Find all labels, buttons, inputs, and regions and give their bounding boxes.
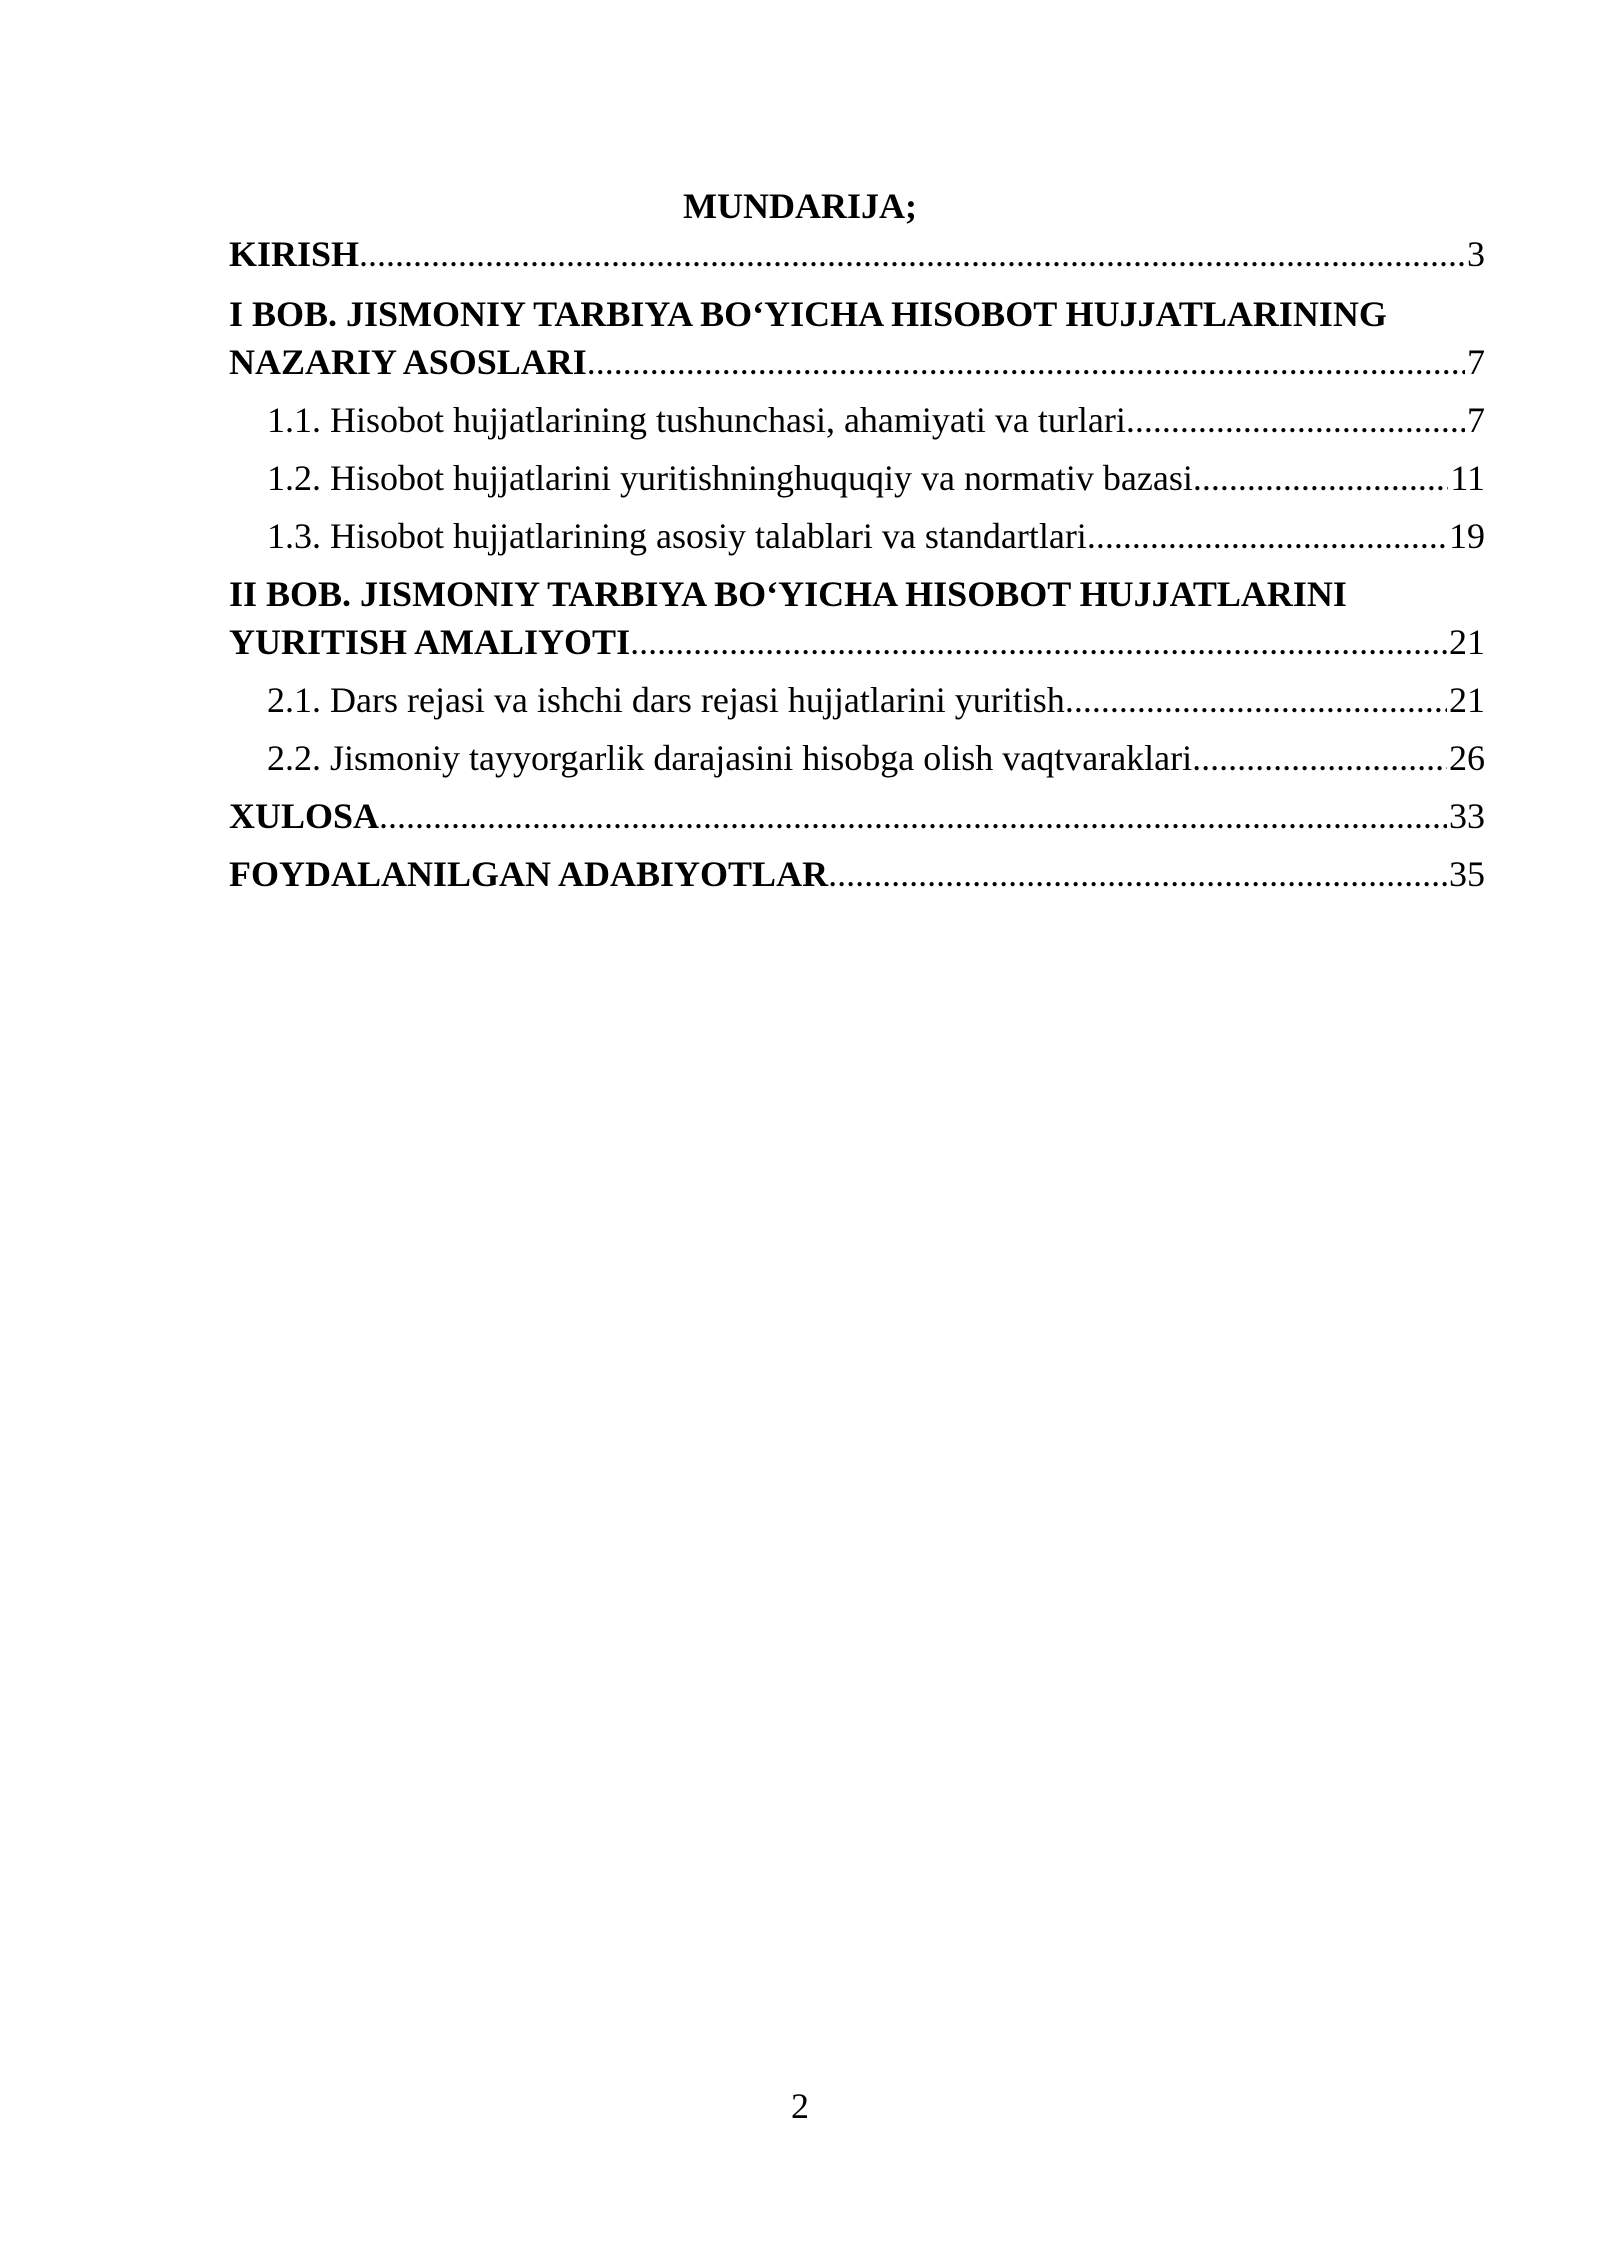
toc-entry-kirish[interactable] (229, 230, 1485, 278)
toc-page-number: 21 (1449, 680, 1485, 720)
dot-leader (630, 618, 1447, 666)
toc-entry-label: 1.1. Hisobot hujjatlarining tushunchasi, ahamiyati va turlari (267, 400, 1126, 440)
toc-entry-label: FOYDALANILGAN ADABIYOTLAR (229, 854, 829, 894)
dot-leader (359, 230, 1465, 278)
chapter-1-title-line2-entry (229, 338, 1485, 386)
toc-section-1-1[interactable] (229, 396, 1485, 444)
toc-page-number: 11 (1450, 458, 1485, 498)
toc-section-1-2[interactable] (229, 454, 1485, 502)
toc-page-number: 33 (1449, 796, 1485, 836)
dot-leader (1193, 454, 1448, 502)
chapter-2-title-line2-entry (229, 618, 1485, 666)
toc-section-1-3[interactable] (229, 512, 1485, 560)
toc-page-number: 7 (1467, 342, 1485, 382)
dot-leader (587, 338, 1465, 386)
toc-chapter-2[interactable] (229, 570, 1485, 666)
page-number: 2 (791, 2086, 809, 2126)
toc-section-2-2[interactable] (229, 734, 1485, 782)
dot-leader (1192, 734, 1447, 782)
toc-entry-label: XULOSA (229, 796, 380, 836)
toc-entry-label: 2.1. Dars rejasi va ishchi dars rejasi hujjatlarini yuritish (267, 680, 1065, 720)
dot-leader (1065, 676, 1447, 724)
table-of-contents (229, 230, 1485, 898)
toc-entry-label: 1.2. Hisobot hujjatlarini yuritishninghuquqiy va normativ bazasi (267, 458, 1193, 498)
chapter-2-title-line2: YURITISH AMALIYOTI (229, 622, 631, 662)
page-title: MUNDARIJA; (683, 186, 917, 226)
toc-entry-label: KIRISH (229, 234, 360, 274)
dot-leader (379, 792, 1447, 840)
dot-leader (828, 850, 1447, 898)
chapter-1-title-line2: NAZARIY ASOSLARI (229, 342, 587, 382)
toc-entry-xulosa[interactable] (229, 792, 1485, 840)
toc-page-number: 26 (1449, 738, 1485, 778)
toc-entry-label: 2.2. Jismoniy tayyorgarlik darajasini hisobga olish vaqtvaraklari (267, 738, 1193, 778)
toc-page-number: 19 (1449, 516, 1485, 556)
toc-entry-label: 1.3. Hisobot hujjatlarining asosiy talablari va standartlari (267, 516, 1087, 556)
toc-page-number: 35 (1449, 854, 1485, 894)
toc-entry-adabiyotlar[interactable] (229, 850, 1485, 898)
toc-page-number: 7 (1467, 400, 1485, 440)
chapter-1-title-line1: I BOB. JISMONIY TARBIYA BO‘YICHA HISOBOT HUJJATLARINING (229, 294, 1387, 334)
toc-page-number: 21 (1449, 622, 1485, 662)
dot-leader (1087, 512, 1447, 560)
toc-chapter-1[interactable] (229, 290, 1485, 386)
toc-section-2-1[interactable] (229, 676, 1485, 724)
dot-leader (1126, 396, 1465, 444)
toc-page-number: 3 (1467, 234, 1485, 274)
chapter-2-title-line1: II BOB. JISMONIY TARBIYA BO‘YICHA HISOBOT HUJJATLARINI (229, 574, 1347, 614)
